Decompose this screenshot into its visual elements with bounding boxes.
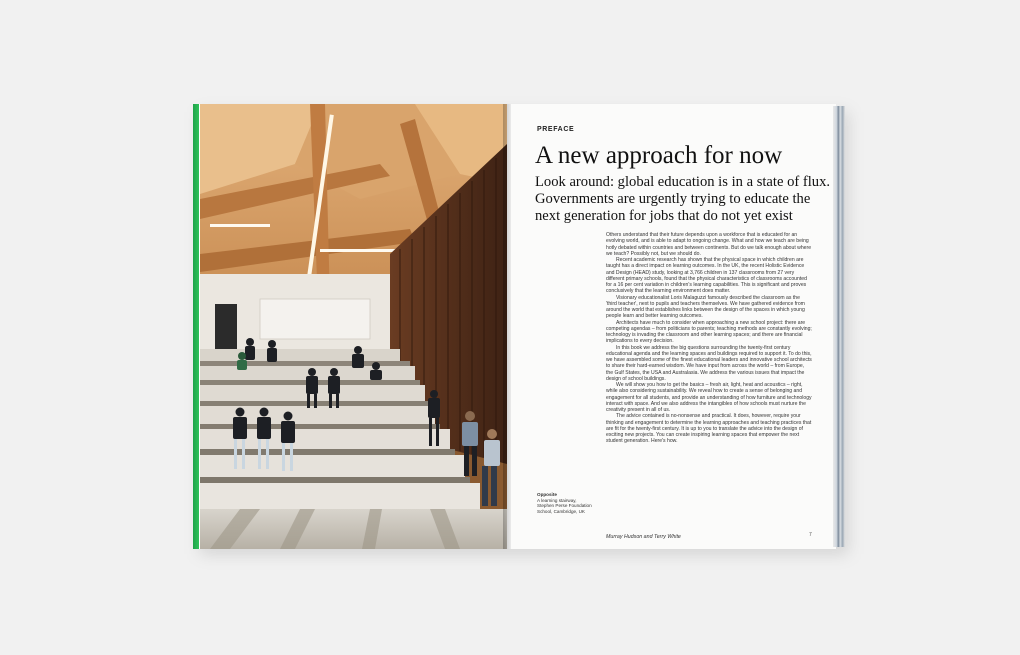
- chapter-title: A new approach for now: [535, 142, 783, 169]
- body-text: [606, 232, 812, 445]
- photo-learning-stairway-icon: [200, 104, 507, 549]
- body-paragraph: Others understand that their future depends upon a workforce that is educated for an evolving world, and is able to adapt to ongoing change. What and how we teach are being hotly debated within countries and between continents. But do we talk enough about where we teach? Possibly not, but we should do.: [606, 232, 812, 257]
- section-label: PREFACE: [537, 126, 575, 133]
- green-page-edge: [193, 104, 199, 549]
- chapter-subtitle: Look around: global education is in a state of flux. Governments are urgently trying to educate the next generation for jobs that do not yet exist: [535, 174, 831, 224]
- learning-stairway-photo: [200, 104, 507, 549]
- body-paragraph: In this book we address the big questions surrounding the twenty-first century educational agenda and the learning spaces and buildings required to support it. To do this, we have assembled some of the finest educational leaders and innovative school architects to share their hard-earned wisdom. We have input from across the world – from Europe, the Gulf States, the USA and Australasia. We address the various issues that impact the design of school buildings.: [606, 344, 812, 382]
- body-paragraph: Visionary educationalist Loris Malaguzzi famously described the classroom as the 'third teacher', next to pupils and teachers themselves. We have gathered evidence from around the world that establishes links between the design of the spaces in which young people learn and better learning outcomes.: [606, 294, 805, 320]
- caption-line: A learning stairway,: [537, 497, 577, 503]
- page-number: 7: [809, 532, 812, 538]
- caption-line: Stephen Perse Foundation: [537, 503, 592, 509]
- body-paragraph: Recent academic research has shown that the physical space in which children are taught has a direct impact on learning outcomes. In the UK, the recent Holistic Evidence and Design (HEAD) study, looking at 3,766 children in 137 classrooms from 27 very different primary schools, found that the physical characteristics of classrooms accounted for a 16 per cent variation in children's learning capabilities. This is significant and proves conclusively that the learning environment does matter.: [606, 257, 807, 295]
- right-page: [511, 104, 836, 549]
- book-gutter-shadow: [503, 104, 511, 549]
- caption-line: School, Cambridge, UK: [537, 508, 586, 514]
- body-paragraph: We will show you how to get the basics – fresh air, light, heat and acoustics – right, while also considering sustainability. We reveal how to create a sense of belonging and engagement for all students, and provide an understanding of how furniture and technology interact with space. And we also address the intangibles of how schools must nurture the creativity present in all of us.: [606, 382, 812, 413]
- body-paragraph: Architects have much to consider when approaching a new school project: there are competing agendas – from politicians to parents; teaching methods are constantly evolving; technology is invading the classroom and other learning spaces; and there are financial implications to every decision.: [606, 319, 812, 345]
- left-page: [193, 104, 511, 549]
- author-signature: Murray Hudson and Terry White: [606, 534, 681, 540]
- photo-caption: [537, 492, 599, 514]
- open-book-spread: [193, 104, 845, 549]
- body-paragraph: The advice contained is no-nonsense and practical. It does, however, require your thinking and engagement to determine the learning approaches and teaching practices that are fit for the twenty-first century. It is up to you to translate the advice into the design of exciting new projects. You can create inspiring learning spaces that empower the next student generation. Here's how.: [606, 413, 812, 445]
- caption-heading: Opposite: [537, 492, 557, 497]
- page-edges: [833, 106, 845, 547]
